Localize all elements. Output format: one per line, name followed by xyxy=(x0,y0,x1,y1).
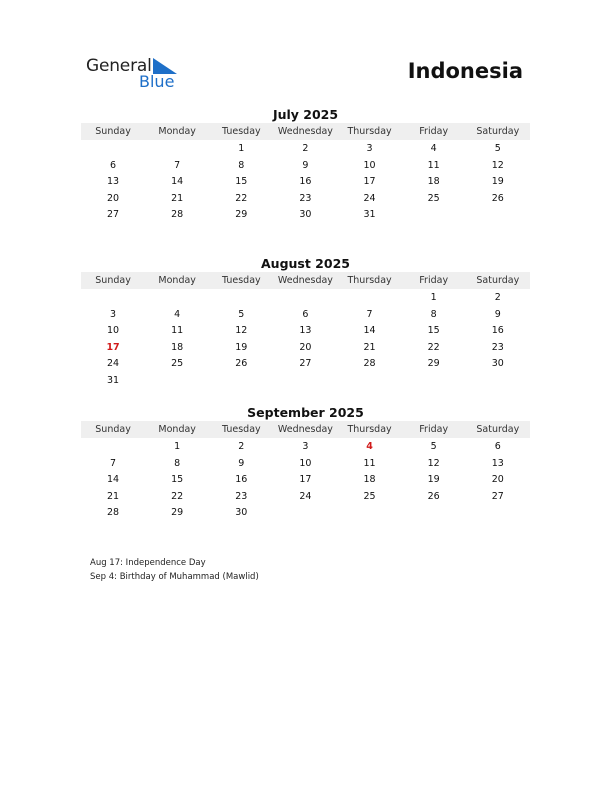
day-cell: 16 xyxy=(235,474,248,486)
week-row xyxy=(81,373,530,390)
weekday-label: Monday xyxy=(158,424,196,435)
day-cell xyxy=(145,141,209,158)
day-cell: 4 xyxy=(174,308,181,320)
day-cell: 27 xyxy=(299,358,312,370)
weekday-label: Friday xyxy=(419,275,449,286)
day-cell: 28 xyxy=(107,507,120,519)
day-cell: 20 xyxy=(107,192,120,204)
day-cell: 13 xyxy=(491,457,504,469)
day-cell: 13 xyxy=(299,325,312,337)
day-cell: 24 xyxy=(107,358,120,370)
weekday-label: Thursday xyxy=(347,126,392,137)
day-cell: 3 xyxy=(366,143,373,154)
day-cell xyxy=(81,439,145,456)
month-title: August 2025 xyxy=(261,256,350,271)
day-cell: 7 xyxy=(110,457,117,469)
day-cell: 19 xyxy=(491,176,504,188)
day-cell: 26 xyxy=(427,490,440,502)
weekday-label: Saturday xyxy=(476,424,520,435)
month-block xyxy=(81,255,530,390)
month-block xyxy=(81,404,530,522)
day-cell: 27 xyxy=(107,209,120,221)
day-cell: 8 xyxy=(430,308,437,320)
weekday-header xyxy=(81,272,530,289)
weekday-header xyxy=(81,123,530,140)
weekday-label: Sunday xyxy=(95,275,131,286)
day-cell: 15 xyxy=(427,325,440,337)
day-cell: 12 xyxy=(491,159,504,171)
week-row xyxy=(81,174,530,191)
weekday-label: Wednesday xyxy=(277,424,333,435)
day-cell: 19 xyxy=(427,474,440,486)
day-cell: 26 xyxy=(235,358,248,370)
day-cell: 17 xyxy=(299,474,312,486)
day-cell xyxy=(273,290,337,307)
day-cell: 12 xyxy=(427,457,440,469)
day-cell: 2 xyxy=(238,441,245,452)
day-cell: 20 xyxy=(299,341,312,353)
weekday-label: Monday xyxy=(158,126,196,137)
day-cell: 23 xyxy=(491,341,504,353)
weekday-label: Saturday xyxy=(476,275,520,286)
day-cell: 2 xyxy=(302,143,309,154)
day-cell: 29 xyxy=(427,358,440,370)
day-cell: 28 xyxy=(363,358,376,370)
weekday-label: Sunday xyxy=(95,424,131,435)
week-row xyxy=(81,456,530,473)
holiday-note: Sep 4: Birthday of Muhammad (Mawlid) xyxy=(90,572,259,582)
day-cell: 22 xyxy=(235,192,248,204)
day-cell xyxy=(338,505,402,522)
holiday-day-cell: 4 xyxy=(366,441,373,452)
day-cell: 23 xyxy=(299,192,312,204)
day-cell: 7 xyxy=(174,159,181,171)
day-cell: 3 xyxy=(302,441,309,452)
day-cell: 30 xyxy=(299,209,312,221)
day-cell xyxy=(145,373,209,390)
day-cell: 6 xyxy=(494,441,501,452)
day-cell: 27 xyxy=(491,490,504,502)
day-cell: 25 xyxy=(427,192,440,204)
day-cell: 16 xyxy=(491,325,504,337)
day-cell xyxy=(466,373,530,390)
day-cell: 5 xyxy=(238,308,245,320)
week-row xyxy=(81,489,530,506)
day-cell: 13 xyxy=(107,176,120,188)
week-row xyxy=(81,323,530,340)
day-cell: 25 xyxy=(171,358,184,370)
month-weeks xyxy=(81,289,530,390)
day-cell: 3 xyxy=(110,308,117,320)
day-cell: 25 xyxy=(363,490,376,502)
day-cell: 15 xyxy=(235,176,248,188)
day-cell: 30 xyxy=(235,507,248,519)
day-cell xyxy=(81,290,145,307)
day-cell: 11 xyxy=(427,159,440,171)
generalblue-logo xyxy=(86,56,186,96)
weekday-label: Tuesday xyxy=(221,126,261,137)
day-cell xyxy=(402,207,466,224)
country-title: Indonesia xyxy=(407,59,523,83)
weekday-label: Tuesday xyxy=(221,275,261,286)
week-row xyxy=(81,307,530,324)
week-row xyxy=(81,472,530,489)
week-row xyxy=(81,340,530,357)
day-cell: 29 xyxy=(171,507,184,519)
day-cell: 10 xyxy=(299,457,312,469)
day-cell: 24 xyxy=(363,192,376,204)
month-weeks xyxy=(81,140,530,224)
holiday-notes xyxy=(90,556,259,584)
day-cell: 9 xyxy=(302,159,309,171)
day-cell: 15 xyxy=(171,474,184,486)
day-cell: 20 xyxy=(491,474,504,486)
weekday-label: Wednesday xyxy=(277,126,333,137)
day-cell: 7 xyxy=(366,308,373,320)
day-cell: 5 xyxy=(494,143,501,154)
day-cell xyxy=(402,505,466,522)
weekday-label: Thursday xyxy=(347,424,392,435)
weekday-label: Friday xyxy=(419,424,449,435)
day-cell xyxy=(402,373,466,390)
day-cell: 19 xyxy=(235,341,248,353)
week-row xyxy=(81,505,530,522)
day-cell: 21 xyxy=(363,341,376,353)
week-row xyxy=(81,290,530,307)
day-cell: 10 xyxy=(107,325,120,337)
day-cell: 18 xyxy=(363,474,376,486)
day-cell: 30 xyxy=(491,358,504,370)
month-title: September 2025 xyxy=(247,405,364,420)
day-cell: 17 xyxy=(363,176,376,188)
day-cell: 8 xyxy=(238,159,245,171)
day-cell: 9 xyxy=(238,457,245,469)
weekday-label: Wednesday xyxy=(277,275,333,286)
day-cell xyxy=(273,505,337,522)
day-cell: 14 xyxy=(107,474,120,486)
day-cell xyxy=(338,373,402,390)
weekday-label: Tuesday xyxy=(221,424,261,435)
day-cell: 11 xyxy=(363,457,376,469)
day-cell: 26 xyxy=(491,192,504,204)
day-cell: 2 xyxy=(494,292,501,303)
holiday-day-cell: 17 xyxy=(106,341,120,353)
day-cell: 21 xyxy=(107,490,120,502)
weekday-header xyxy=(81,421,530,438)
day-cell: 18 xyxy=(427,176,440,188)
day-cell xyxy=(209,373,273,390)
day-cell: 14 xyxy=(171,176,184,188)
week-row xyxy=(81,439,530,456)
week-row xyxy=(81,356,530,373)
day-cell: 1 xyxy=(430,292,437,303)
week-row xyxy=(81,191,530,208)
holiday-note: Aug 17: Independence Day xyxy=(90,558,206,568)
day-cell: 18 xyxy=(171,341,184,353)
day-cell xyxy=(338,290,402,307)
day-cell: 31 xyxy=(363,209,376,221)
day-cell: 6 xyxy=(302,308,309,320)
logo-text-general: General xyxy=(86,56,152,76)
day-cell: 6 xyxy=(110,159,117,171)
day-cell xyxy=(466,505,530,522)
logo-text-blue: Blue xyxy=(139,72,175,91)
day-cell: 10 xyxy=(363,159,376,171)
day-cell: 28 xyxy=(171,209,184,221)
day-cell: 12 xyxy=(235,325,248,337)
day-cell xyxy=(209,290,273,307)
weekday-label: Sunday xyxy=(95,126,131,137)
week-row xyxy=(81,158,530,175)
day-cell: 14 xyxy=(363,325,376,337)
day-cell xyxy=(81,141,145,158)
day-cell: 21 xyxy=(171,192,184,204)
weekday-label: Monday xyxy=(158,275,196,286)
day-cell: 16 xyxy=(299,176,312,188)
month-weeks xyxy=(81,438,530,522)
day-cell: 4 xyxy=(430,143,437,154)
day-cell: 31 xyxy=(107,374,120,386)
day-cell xyxy=(145,290,209,307)
day-cell: 24 xyxy=(299,490,312,502)
day-cell xyxy=(273,373,337,390)
day-cell: 1 xyxy=(238,143,245,154)
day-cell: 8 xyxy=(174,457,181,469)
month-title: July 2025 xyxy=(272,107,339,122)
day-cell: 22 xyxy=(427,341,440,353)
month-block xyxy=(81,106,530,224)
day-cell: 11 xyxy=(171,325,184,337)
day-cell: 22 xyxy=(171,490,184,502)
weekday-label: Saturday xyxy=(476,126,520,137)
day-cell: 9 xyxy=(494,308,501,320)
week-row xyxy=(81,207,530,224)
weekday-label: Thursday xyxy=(347,275,392,286)
day-cell: 29 xyxy=(235,209,248,221)
day-cell: 23 xyxy=(235,490,248,502)
week-row xyxy=(81,141,530,158)
day-cell: 1 xyxy=(174,441,181,452)
day-cell: 5 xyxy=(430,441,437,452)
day-cell xyxy=(466,207,530,224)
weekday-label: Friday xyxy=(419,126,449,137)
